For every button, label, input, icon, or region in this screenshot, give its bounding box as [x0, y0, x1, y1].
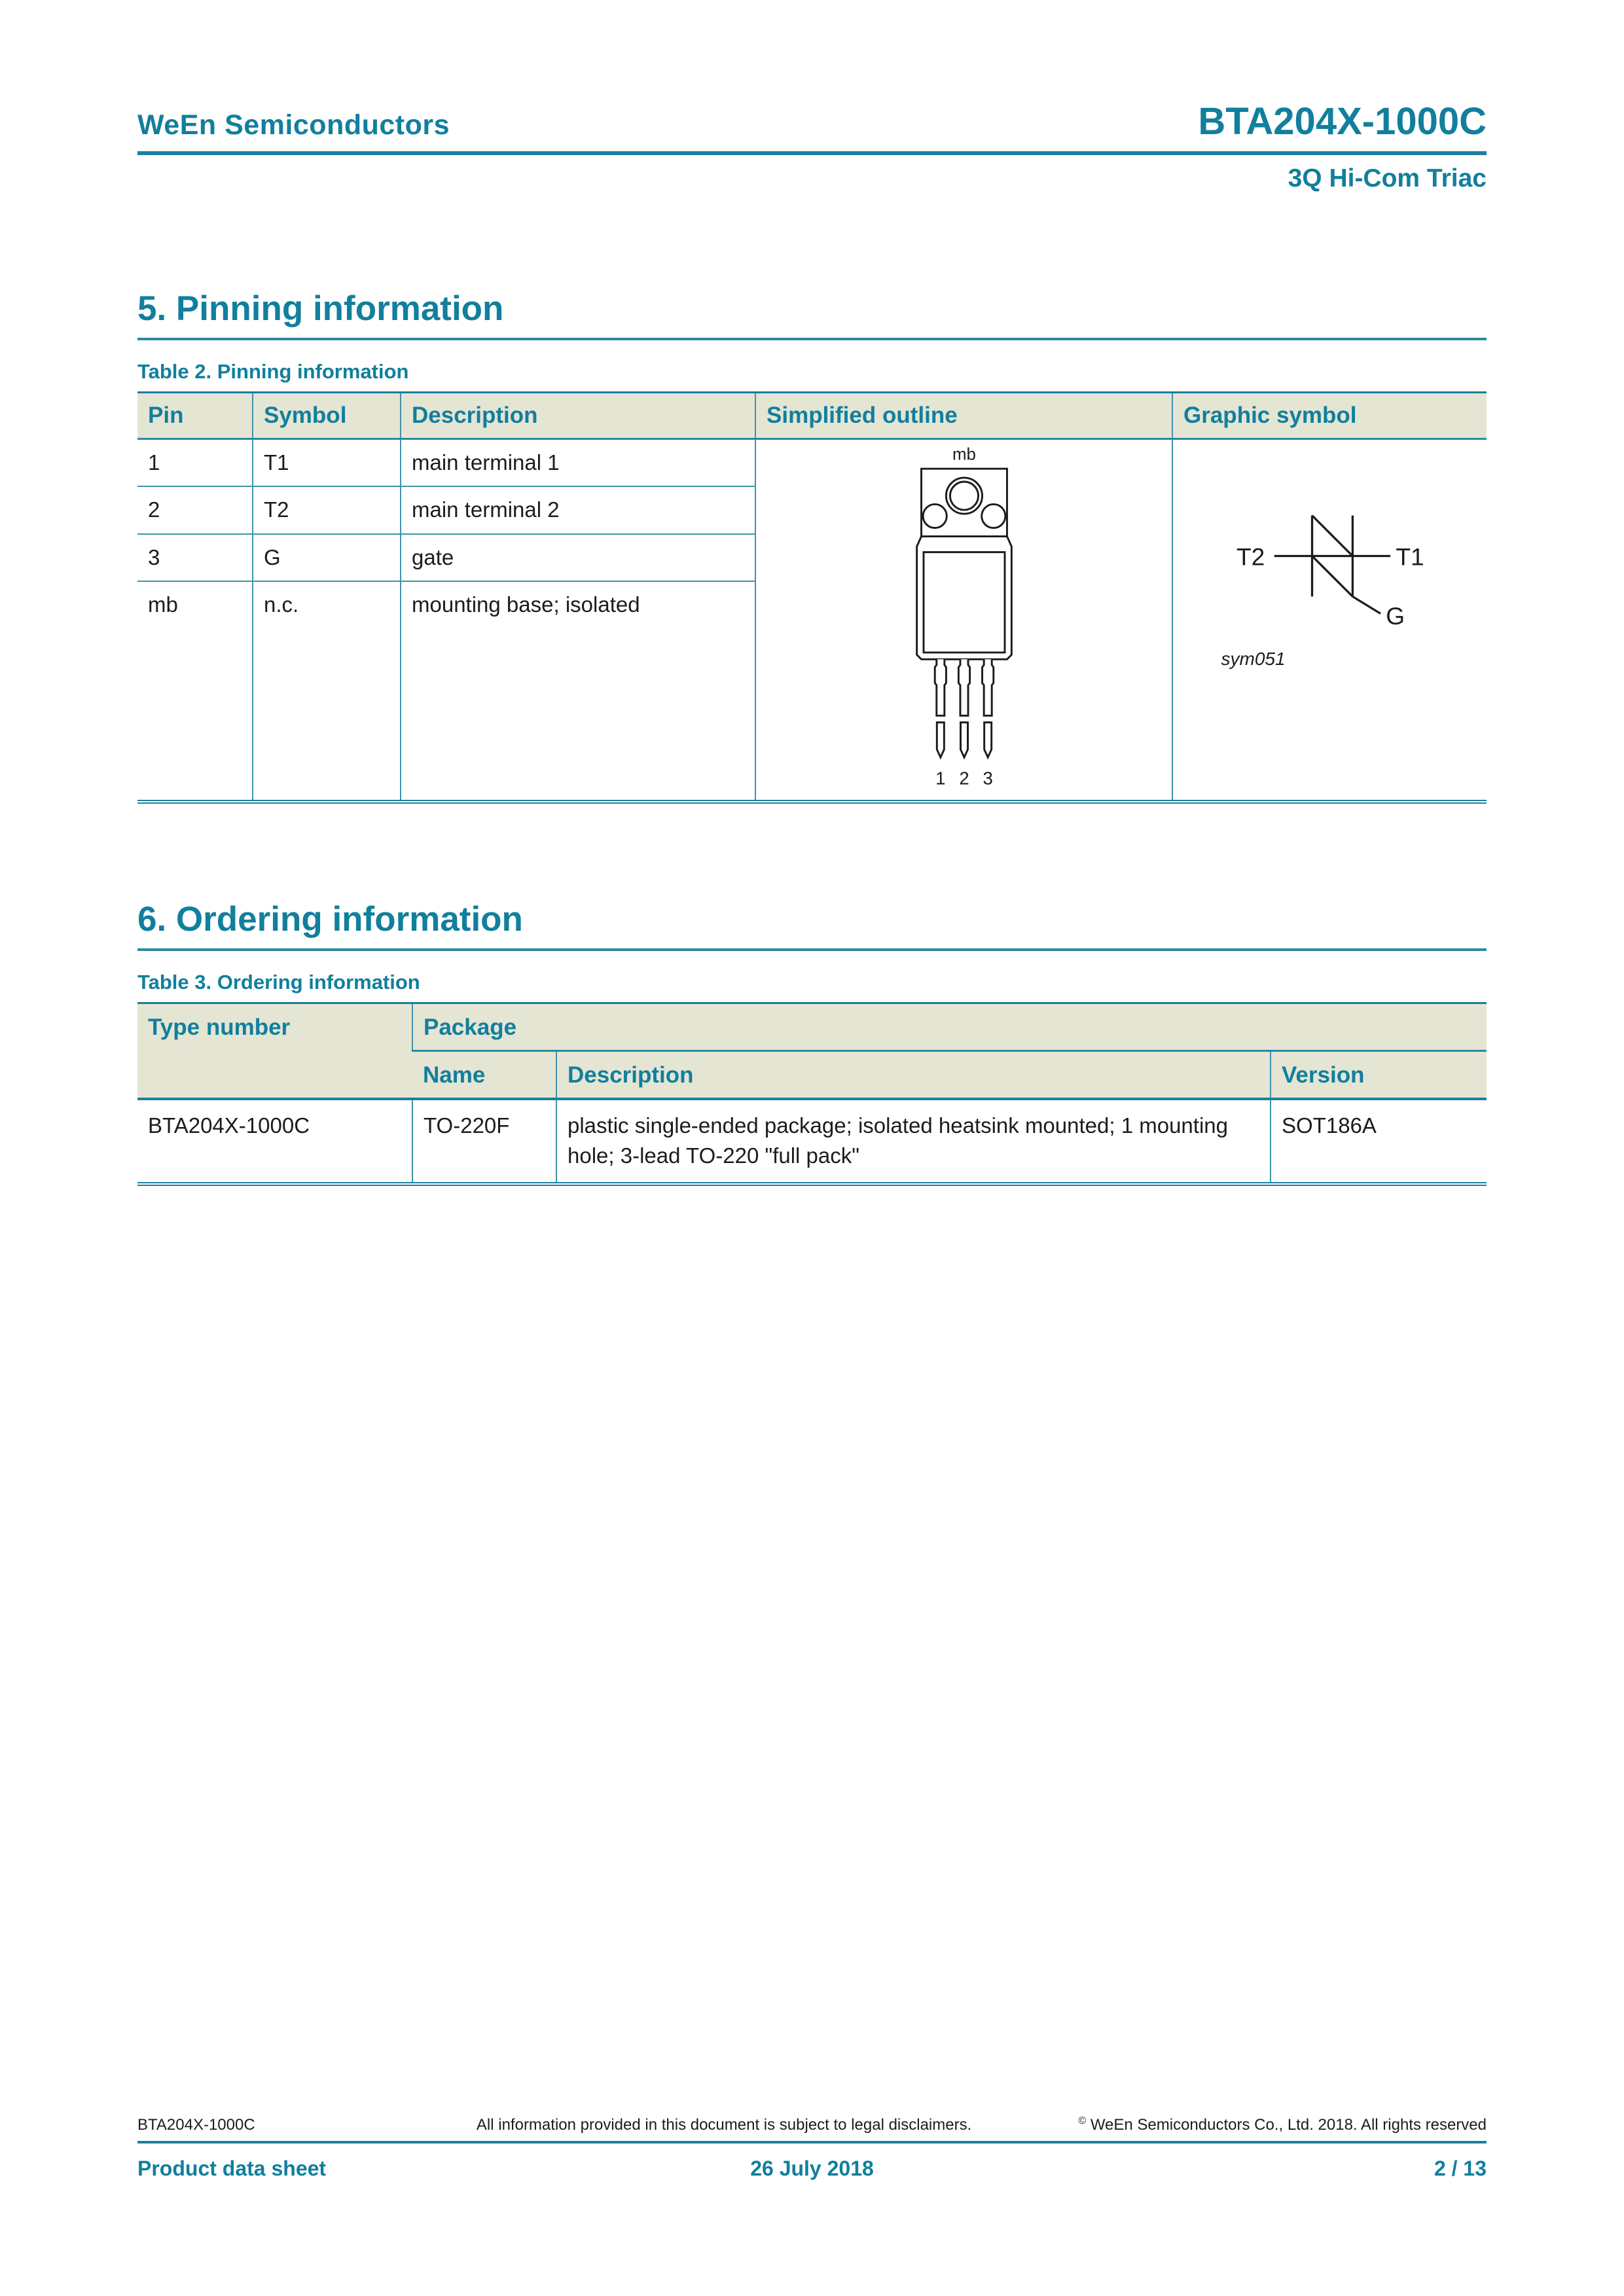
- doc-header: [137, 0, 1487, 143]
- footer-info-row: [137, 2157, 1487, 2181]
- footer-copyright: [1017, 2115, 1487, 2134]
- col-header-package: Package: [412, 1003, 1487, 1051]
- table-row: [137, 1099, 1487, 1184]
- footer-doc-id: BTA204X-1000C: [137, 2116, 255, 2134]
- part-number: BTA204X-1000C: [1198, 100, 1487, 143]
- symbol-cell: G: [253, 534, 401, 582]
- table-row: [137, 439, 1487, 487]
- section-title-pinning: 5. Pinning information: [137, 289, 504, 328]
- copyright-text: WeEn Semiconductors Co., Ltd. 2018. All rights reserved: [1090, 2116, 1487, 2134]
- pin-cell: 1: [137, 439, 253, 487]
- triac-symbol-drawing: [1222, 500, 1438, 626]
- page-content: [137, 0, 1487, 1186]
- brand-name: WeEn Semiconductors: [137, 109, 450, 141]
- triac-symbol-figure: [1219, 440, 1441, 670]
- pin-cell: mb: [148, 592, 178, 617]
- symbol-figure-id: sym051: [1221, 649, 1286, 669]
- ordering-table: [137, 1002, 1487, 1186]
- col-header-name: Name: [412, 1051, 556, 1100]
- description-cell: mounting base; isolated: [401, 581, 755, 802]
- version-cell: SOT186A: [1271, 1099, 1487, 1184]
- description-cell: gate: [401, 534, 755, 582]
- symbol-cell: n.c.: [253, 581, 401, 802]
- symbol-gate-label: G: [1385, 602, 1405, 626]
- description-cell: main terminal 2: [401, 486, 755, 534]
- table2-caption: Table 2. Pinning information: [137, 360, 409, 383]
- outline-pin3-label: 3: [983, 768, 993, 789]
- outline-pin2-label: 2: [958, 768, 969, 789]
- footer-rule: [137, 2141, 1487, 2144]
- footer-disclaimer: All information provided in this document is subject to legal disclaimers.: [476, 2116, 972, 2134]
- table3-caption: Table 3. Ordering information: [137, 971, 420, 994]
- ordering-header-row-1: [137, 1003, 1487, 1051]
- footer-page-indicator: 2 / 13: [1434, 2157, 1487, 2180]
- symbol-cell: T2: [253, 486, 401, 534]
- col-header-graphic-symbol: Graphic symbol: [1172, 393, 1487, 439]
- section-title-ordering: 6. Ordering information: [137, 900, 523, 939]
- copyright-mark: ©: [1078, 2115, 1087, 2126]
- simplified-outline-cell: [755, 439, 1172, 802]
- package-outline-drawing: [894, 445, 1034, 795]
- page-footer: [137, 2115, 1487, 2181]
- symbol-cell: T1: [253, 439, 401, 487]
- description-cell: main terminal 1: [401, 439, 755, 487]
- col-header-pkg-description: Description: [556, 1051, 1271, 1100]
- footer-date: 26 July 2018: [750, 2157, 874, 2180]
- doc-subtitle: 3Q Hi-Com Triac: [1288, 164, 1487, 192]
- pin-cell: 2: [137, 486, 253, 534]
- package-description-cell: plastic single-ended package; isolated heatsink mounted; 1 mounting hole; 3-lead TO-220 "full pack": [556, 1099, 1271, 1184]
- col-header-outline: Simplified outline: [755, 393, 1172, 439]
- symbol-t1-label: T1: [1395, 543, 1424, 571]
- outline-pin1-label: 1: [935, 768, 945, 789]
- symbol-t2-label: T2: [1236, 543, 1265, 571]
- graphic-symbol-cell: [1172, 439, 1487, 802]
- pin-cell: 3: [137, 534, 253, 582]
- col-header-symbol: Symbol: [253, 393, 401, 439]
- section-rule: [137, 338, 1487, 340]
- col-header-description: Description: [401, 393, 755, 439]
- package-outline-figure: [756, 440, 1172, 800]
- type-number-cell: BTA204X-1000C: [137, 1099, 412, 1184]
- package-name-cell: TO-220F: [412, 1099, 556, 1184]
- pinning-table: [137, 391, 1487, 804]
- outline-mb-label: mb: [952, 445, 976, 464]
- pinning-header-row: [137, 393, 1487, 439]
- footer-legal-row: [137, 2115, 1487, 2134]
- header-rule: [137, 151, 1487, 155]
- col-header-version: Version: [1271, 1051, 1487, 1100]
- col-header-type-number: Type number: [137, 1003, 412, 1100]
- section-rule: [137, 948, 1487, 951]
- col-header-pin: Pin: [137, 393, 253, 439]
- footer-doc-type: Product data sheet: [137, 2157, 327, 2180]
